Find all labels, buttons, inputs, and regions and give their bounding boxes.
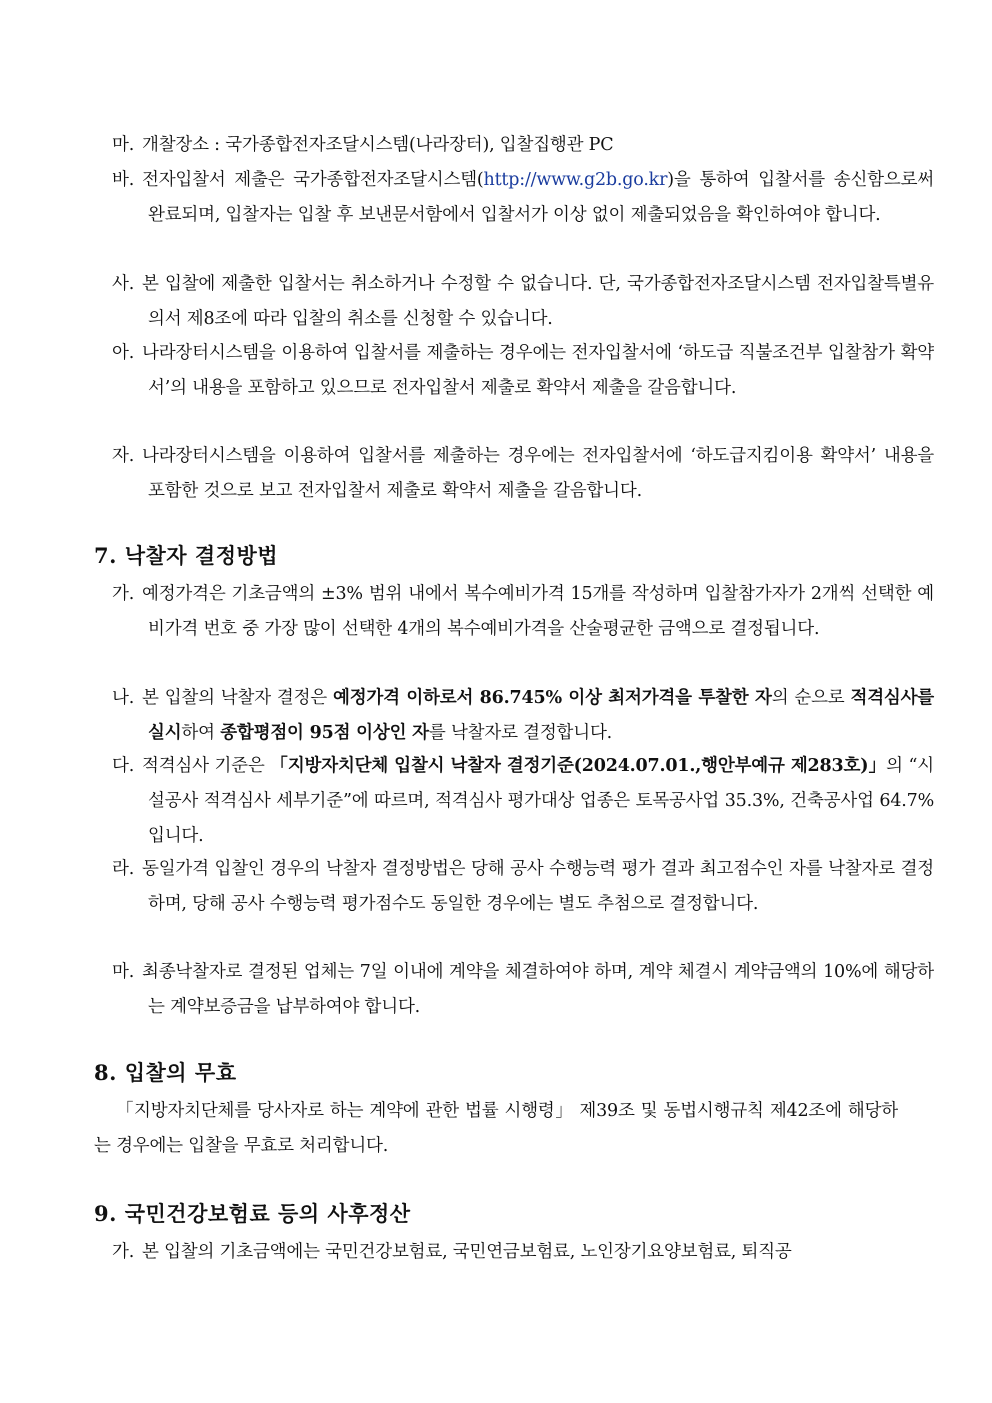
- clause-marker: 마.: [112, 135, 135, 155]
- clause-a-subcontract-pledge: [112, 336, 934, 406]
- clause-marker: 라.: [112, 859, 135, 879]
- clause-text: 예정가격은 기초금액의 ±3% 범위 내에서 복수예비가격 15개를 작성하며 입찰참가자가 2개씩 선택한 예비가격 번호 중 가장 많이 선택한 4개의 복수예비가격을 산술평균한 금액으로 결정됩니다.: [142, 584, 934, 639]
- emphasis-text: 「지방자치단체 입찰시 낙찰자 결정기준(2024.07.01.,행안부예규 제283호)」: [270, 756, 887, 776]
- clause-text: 최종낙찰자로 결정된 업체는 7일 이내에 계약을 체결하여야 하며, 계약 체결시 계약금액의 10%에 해당하는 계약보증금을 납부하여야 합니다.: [142, 962, 934, 1017]
- clause-7-ma: [112, 955, 934, 1025]
- section-9-title: 9. 국민건강보험료 등의 사후정산: [94, 1201, 411, 1226]
- clause-7-ga: [112, 577, 934, 647]
- g2b-link[interactable]: http://www.g2b.go.kr: [483, 170, 668, 190]
- clause-text: 나라장터시스템을 이용하여 입찰서를 제출하는 경우에는 전자입찰서에 ‘하도급지킴이용 확약서’ 내용을 포함한 것으로 보고 전자입찰서 제출로 확약서 제출을 갈음합니다.: [142, 446, 934, 501]
- emphasis-text: 종합평점이 95점 이상인 자: [220, 723, 429, 743]
- clause-ma-opening-place: [112, 128, 934, 163]
- clause-7-na: [112, 681, 934, 751]
- clause-text: 의 순으로: [771, 688, 851, 708]
- clause-marker: 바.: [112, 170, 135, 190]
- clause-marker: 가.: [112, 1242, 135, 1262]
- clause-text: 적격심사 기준은: [142, 756, 271, 776]
- clause-marker: 다.: [112, 756, 135, 776]
- clause-sa-no-cancel: [112, 267, 934, 337]
- section-7-title: 7. 낙찰자 결정방법: [94, 543, 279, 568]
- section-8-text: 「지방자치단체를 당사자로 하는 계약에 관한 법률 시행령」 제39조 및 동법시행규칙 제42조에 해당하는 경우에는 입찰을 무효로 처리합니다.: [94, 1101, 898, 1156]
- clause-text-cont: )을 통하여 입찰서를 송신함으로써 완료되며, 입찰자는 입찰 후 보낸문서함에서 입찰서가 이상 없이 제출되었음을 확인하여야 합니다.: [148, 170, 934, 225]
- clause-marker: 가.: [112, 584, 135, 604]
- clause-marker: 아.: [112, 343, 135, 363]
- clause-text: 를 낙찰자로 결정합니다.: [428, 723, 613, 743]
- clause-ja-subcontract-guard: [112, 439, 934, 509]
- clause-marker: 사.: [112, 274, 135, 294]
- clause-text: 개찰장소 : 국가종합전자조달시스템(나라장터), 입찰집행관 PC: [142, 135, 614, 155]
- clause-text: 하여: [181, 723, 221, 743]
- clause-text: 본 입찰의 기초금액에는 국민건강보험료, 국민연금보험료, 노인장기요양보험료, 퇴직공: [142, 1242, 792, 1262]
- clause-marker: 마.: [112, 962, 135, 982]
- emphasis-text: 예정가격 이하로서 86.745% 이상 최저가격을 투찰한 자: [333, 688, 772, 708]
- emphasis-text: 적격심사를 실시: [148, 688, 935, 743]
- clause-9-ga: [112, 1235, 934, 1270]
- clause-ba-electronic-bid: [112, 163, 934, 233]
- section-8-title: 8. 입찰의 무효: [94, 1060, 237, 1085]
- clause-text: 본 입찰의 낙찰자 결정은: [142, 688, 333, 708]
- clause-marker: 나.: [112, 688, 135, 708]
- clause-text: 본 입찰에 제출한 입찰서는 취소하거나 수정할 수 없습니다. 단, 국가종합전자조달시스템 전자입찰특별유의서 제8조에 따라 입찰의 취소를 신청할 수 있습니다.: [142, 274, 934, 329]
- clause-text: 동일가격 입찰인 경우의 낙찰자 결정방법은 당해 공사 수행능력 평가 결과 최고점수인 자를 낙찰자로 결정하며, 당해 공사 수행능력 평가점수도 동일한 경우에는 별도 추첨으로 결정합니다.: [142, 859, 934, 914]
- clause-7-da: [112, 749, 934, 854]
- clause-marker: 자.: [112, 446, 135, 466]
- clause-text: 의 “시설공사 적격심사 세부기준”에 따르며, 적격심사 평가대상 업종은 토목공사업 35.3%, 건축공사업 64.7%입니다.: [148, 756, 934, 846]
- clause-text: 전자입찰서 제출은 국가종합전자조달시스템(: [142, 170, 484, 190]
- clause-text: 나라장터시스템을 이용하여 입찰서를 제출하는 경우에는 전자입찰서에 ‘하도급 직불조건부 입찰참가 확약서’의 내용을 포함하고 있으므로 전자입찰서 제출로 확약서 제출을 갈음합니다.: [142, 343, 934, 398]
- clause-7-ra: [112, 852, 934, 922]
